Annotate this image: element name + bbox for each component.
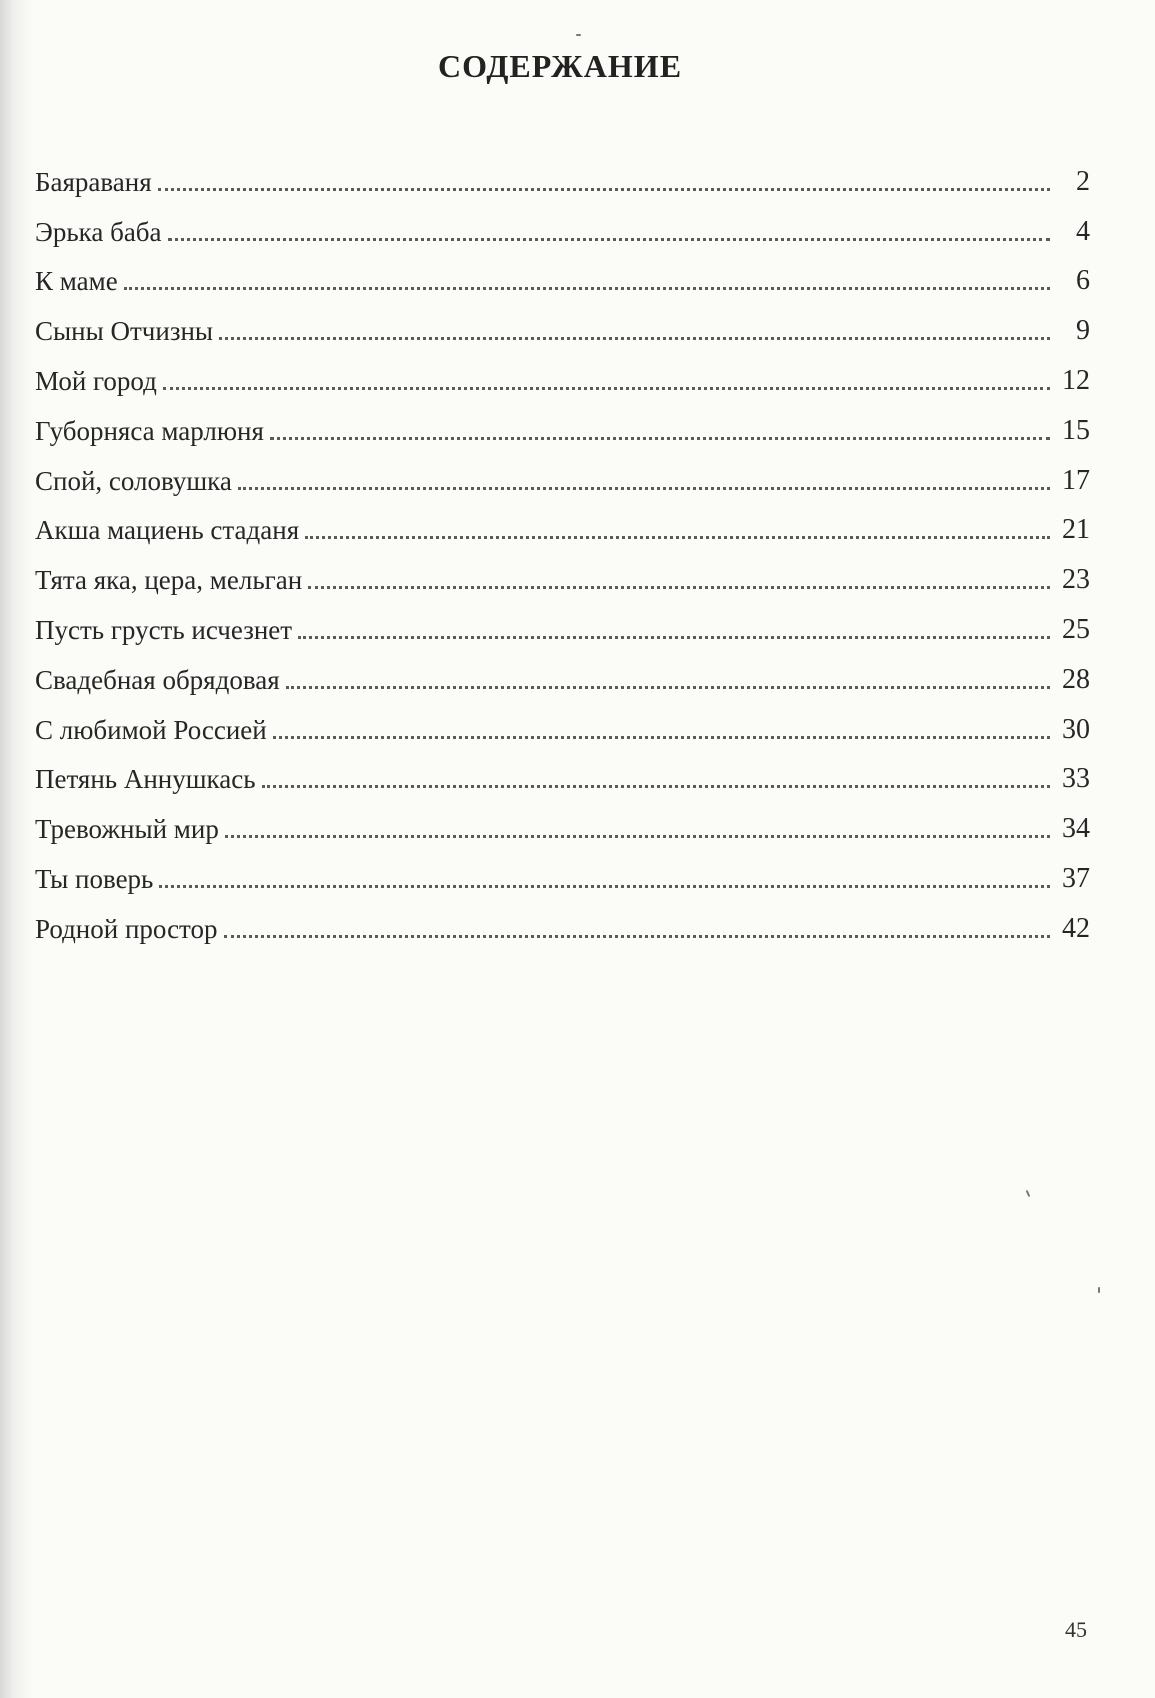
toc-entry-page: 37: [1062, 862, 1090, 894]
toc-entry-page: 2: [1076, 165, 1090, 197]
toc-entry-title: С любимой Россией: [35, 714, 267, 745]
toc-entry-title: Мой город: [35, 365, 157, 396]
toc-entry-title: Свадебная обрядовая: [35, 664, 280, 695]
dot-leader: [124, 287, 1050, 290]
toc-entry-title: Тята яка, цера, мельган: [35, 565, 303, 596]
toc-entry: [35, 395, 1090, 445]
toc-entry-page: 23: [1062, 564, 1090, 596]
dot-leader: [270, 437, 1050, 440]
toc-entry-title: Баяраваня: [35, 166, 152, 197]
toc-entry: [35, 843, 1090, 893]
toc-entry: [35, 196, 1090, 246]
toc-entry: [35, 146, 1090, 196]
toc-entry-page: 4: [1076, 215, 1090, 247]
toc-entry-page: 21: [1062, 514, 1090, 546]
toc-entry-page: 30: [1062, 713, 1090, 745]
toc-entry: [35, 793, 1090, 843]
toc-entry: [35, 445, 1090, 495]
dot-leader: [286, 686, 1050, 689]
toc-entry-page: 42: [1062, 912, 1090, 944]
toc-entry: [35, 744, 1090, 794]
page-title: СОДЕРЖАНИЕ: [437, 48, 683, 84]
dot-leader: [158, 188, 1050, 191]
dot-leader: [168, 238, 1050, 241]
toc-entry: [35, 295, 1090, 345]
table-of-contents: [35, 146, 1090, 943]
dot-leader: [219, 337, 1050, 340]
toc-entry-title: Эрька баба: [35, 216, 162, 247]
toc-entry-page: 12: [1062, 364, 1090, 396]
toc-entry-page: 34: [1062, 813, 1090, 845]
toc-entry: [35, 893, 1090, 943]
toc-entry-page: 28: [1062, 663, 1090, 695]
dot-leader: [163, 387, 1050, 390]
toc-entry-title: Петянь Аннушкась: [35, 764, 256, 795]
print-speck: [576, 34, 581, 36]
toc-entry-title: Ты поверь: [35, 863, 154, 894]
dot-leader: [298, 636, 1050, 639]
toc-entry: [35, 345, 1090, 395]
toc-entry: [35, 644, 1090, 694]
dot-leader: [225, 835, 1050, 838]
page-number: 45: [1065, 1617, 1087, 1642]
toc-entry: [35, 246, 1090, 296]
toc-entry: [35, 544, 1090, 594]
toc-entry-page: 9: [1076, 315, 1090, 347]
toc-entry-page: 33: [1062, 763, 1090, 795]
dot-leader: [305, 536, 1050, 539]
toc-entry-title: Спой, соловушка: [35, 465, 232, 496]
toc-entry-title: Акша мациень стаданя: [35, 515, 300, 546]
toc-entry-page: 6: [1076, 265, 1090, 297]
toc-entry-page: 25: [1062, 613, 1090, 645]
toc-entry-title: К маме: [35, 266, 118, 297]
toc-entry-title: Губорняса марлюня: [35, 415, 264, 446]
print-speck: [1098, 1287, 1100, 1293]
dot-leader: [262, 785, 1050, 788]
toc-entry: [35, 594, 1090, 644]
toc-entry-page: 17: [1062, 464, 1090, 496]
toc-entry-title: Тревожный мир: [35, 814, 219, 845]
toc-entry-title: Сыны Отчизны: [35, 316, 214, 347]
toc-entry-title: Родной простор: [35, 913, 218, 944]
toc-entry-page: 15: [1062, 414, 1090, 446]
dot-leader: [273, 736, 1050, 739]
toc-entry: [35, 495, 1090, 545]
dot-leader: [238, 487, 1050, 490]
print-speck: [1026, 1190, 1031, 1197]
dot-leader: [224, 935, 1050, 938]
toc-entry: [35, 694, 1090, 744]
toc-entry-title: Пусть грусть исчезнет: [35, 614, 293, 645]
dot-leader: [159, 885, 1050, 888]
dot-leader: [308, 586, 1050, 589]
